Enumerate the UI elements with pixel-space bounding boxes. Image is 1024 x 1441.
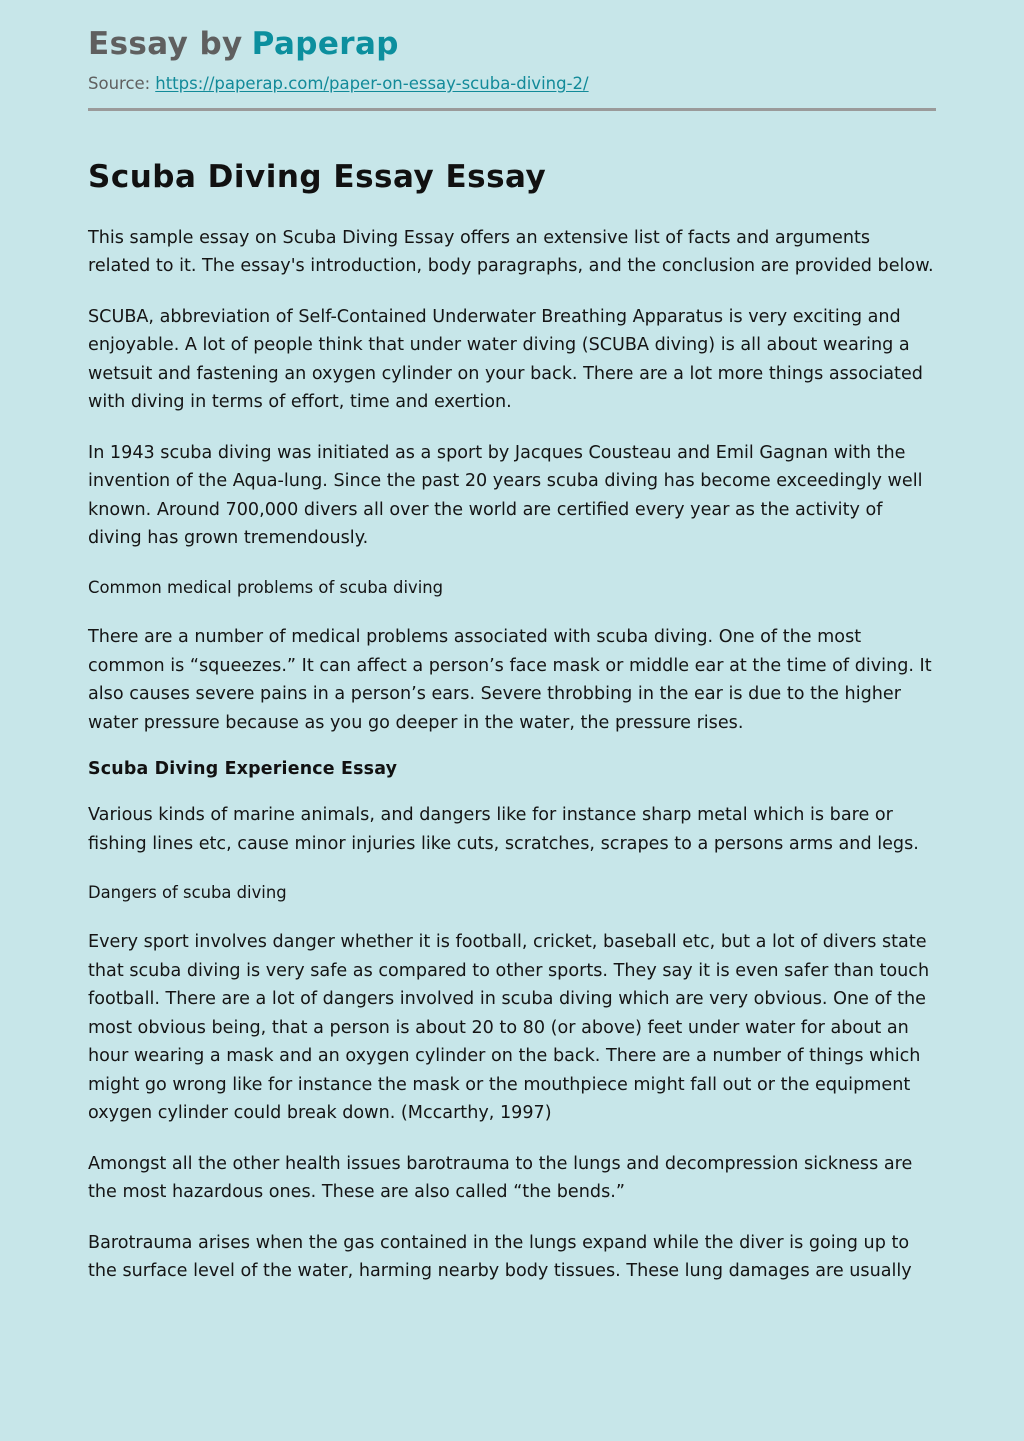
body-paragraph: This sample essay on Scuba Diving Essay offers an extensive list of facts and arguments related to it. The essay's introduction, body paragraphs, and the conclusion are provided below. [88, 227, 934, 277]
brand-title [88, 26, 936, 63]
body-paragraph: There are a number of medical problems associated with scuba diving. One of the most common is “squeezes.” It can affect a person’s face mask or middle ear at the time of diving. It also causes severe pains in a person’s ears. Severe throbbing in the ear is due to the higher water pressure because as you go deeper in the water, the pressure rises. [88, 627, 932, 733]
page-title: Scuba Diving Essay Essay [88, 158, 547, 195]
section-subheading: Scuba Diving Experience Essay [88, 759, 398, 780]
body-paragraph: SCUBA, abbreviation of Self-Contained Underwater Breathing Apparatus is very exciting and enjoyable. A lot of people think that under water diving (SCUBA diving) is all about wearing a wetsuit and fastening an oxygen cylinder on your back. There are a lot more things associated with diving in terms of effort, time and exertion. [88, 306, 923, 413]
body-paragraph: In 1943 scuba diving was initiated as a sport by Jacques Cousteau and Emil Gagnan with the invention of the Aqua-lung. Since the past 20 years scuba diving has become exceedingly well known. Around 700,000 divers all over the world are certified every year as the activity of diving has grown tremendously. [88, 442, 923, 549]
article-blocks [88, 224, 936, 1286]
section-minor-heading: Dangers of scuba diving [88, 883, 287, 903]
body-paragraph: Barotrauma arises when the gas contained in the lungs expand while the diver is going up to the surface level of the water, harming nearby body tissues. These lung damages are usually [88, 1232, 912, 1282]
body-paragraph: Amongst all the other health issues barotrauma to the lungs and decompression sickness are the most hazardous ones. These are also called “the bends.” [88, 1153, 913, 1203]
article-body [0, 159, 1024, 1286]
source-line [88, 74, 936, 93]
body-paragraph: Every sport involves danger whether it is football, cricket, baseball etc, but a lot of divers state that scuba diving is very safe as compared to other sports. They say it is even safer than touch football. There are a lot of dangers involved in scuba diving which are very obvious. One of the most obvious being, that a person is about 20 to 80 (or above) feet under water for about an hour wearing a mask and an oxygen cylinder on the back. There are a number of things which might go wrong like for instance the mask or the mouthpiece might fall out or the equipment oxygen cylinder could break down. (Mccarthy, 1997) [88, 932, 930, 1124]
header-divider [88, 108, 936, 111]
brand-prefix: Essay by [88, 26, 243, 62]
source-url-link[interactable]: https://paperap.com/paper-on-essay-scuba-diving-2/ [155, 73, 589, 93]
page-header [0, 0, 1024, 111]
brand-name: Paperap [251, 26, 399, 62]
section-minor-heading: Common medical problems of scuba diving [88, 577, 444, 597]
body-paragraph: Various kinds of marine animals, and dangers like for instance sharp metal which is bare or fishing lines etc, cause minor injuries like cuts, scratches, scrapes to a persons arms and legs. [88, 805, 919, 854]
source-label: Source: [88, 73, 151, 93]
